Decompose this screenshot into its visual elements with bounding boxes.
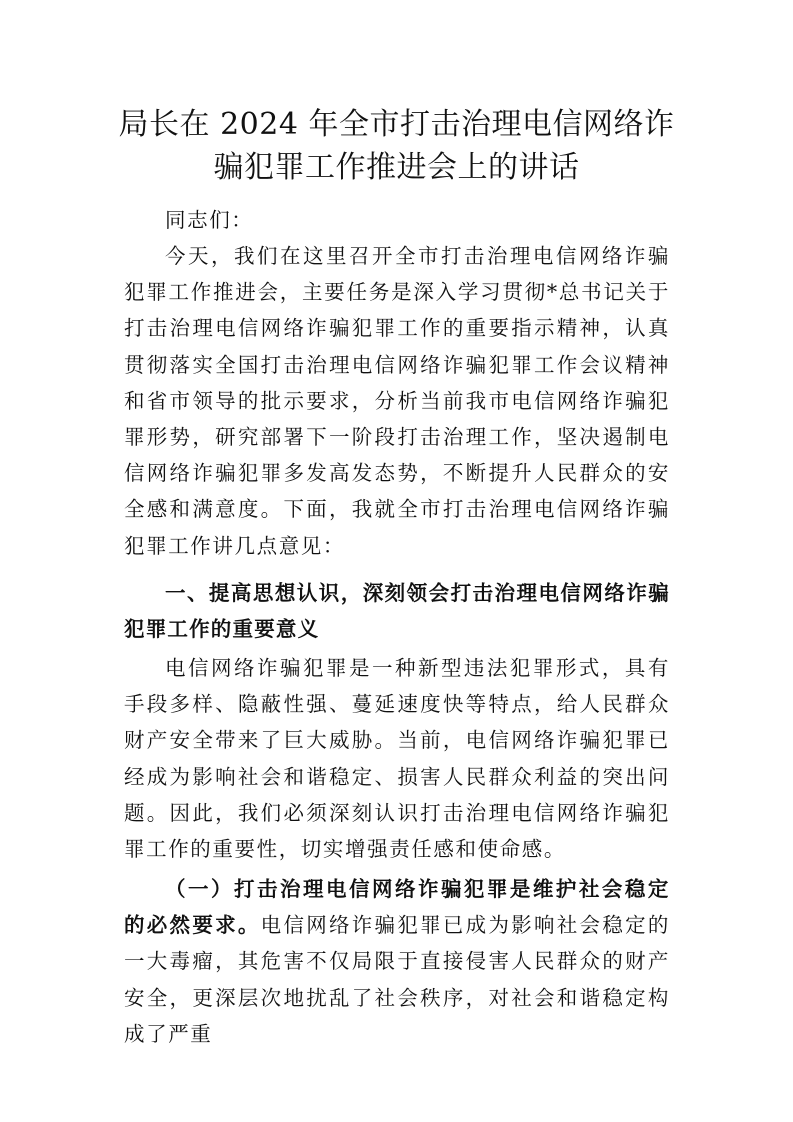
document-title-line-1: 局长在 2024 年全市打击治理电信网络诈 xyxy=(118,107,675,142)
subsection-lead: （一）打击治理电信网络诈骗犯罪是维护社会稳定的必然要求。 xyxy=(124,877,670,938)
subsection-body: 电信网络诈骗犯罪已成为影响社会稳定的一大毒瘤，其危害不仅局限于直接侵害人民群众的财产安全，更深层次地扰乱了社会秩序，对社会和谐稳定构成了严重 xyxy=(124,913,670,1046)
paragraph-subsection-1 xyxy=(124,871,670,1052)
paragraph-significance: 电信网络诈骗犯罪是一种新型违法犯罪形式，具有手段多样、隐蔽性强、蔓延速度快等特点，给人民群众财产安全带来了巨大威胁。当前，电信网络诈骗犯罪已经成为影响社会和谐稳定、损害人民群众利益的突出问题。因此，我们必须深刻认识打击治理电信网络诈骗犯罪工作的重要性，切实增强责任感和使命感。 xyxy=(124,656,670,862)
greeting: 同志们： xyxy=(165,208,254,232)
paragraph-intro: 今天，我们在这里召开全市打击治理电信网络诈骗犯罪工作推进会，主要任务是深入学习贯彻*总书记关于打击治理电信网络诈骗犯罪工作的重要指示精神，认真贯彻落实全国打击治理电信网络诈骗犯罪工作会议精神和省市领导的批示要求，分析当前我市电信网络诈骗犯罪形势，研究部署下一阶段打击治理工作，坚决遏制电信网络诈骗犯罪多发高发态势，不断提升人民群众的安全感和满意度。下面，我就全市打击治理电信网络诈骗犯罪工作讲几点意见： xyxy=(124,244,670,558)
document-title-line-2: 骗犯罪工作推进会上的讲话 xyxy=(213,150,580,185)
section-heading-1: 一、提高思想认识，深刻领会打击治理电信网络诈骗犯罪工作的重要意义 xyxy=(124,581,670,642)
